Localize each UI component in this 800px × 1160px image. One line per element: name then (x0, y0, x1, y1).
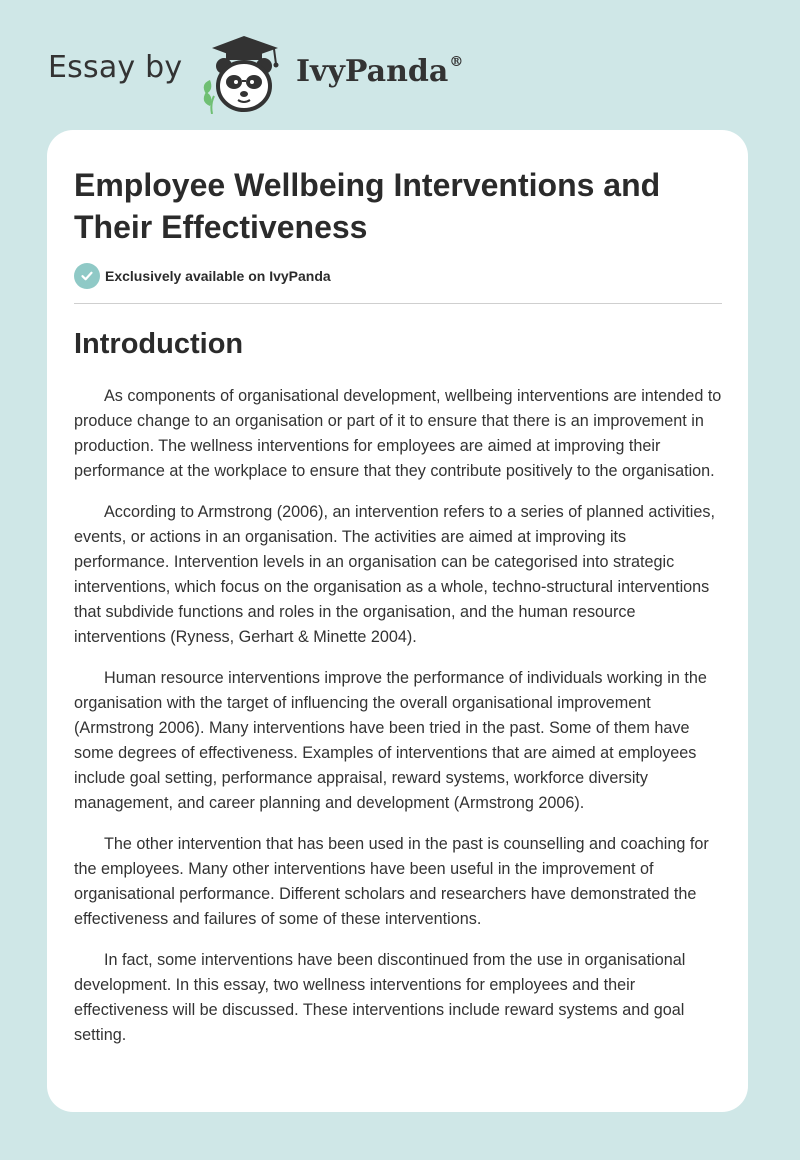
brand-name (296, 54, 463, 89)
essay-body (74, 384, 726, 1064)
exclusive-badge-text: Exclusively available on IvyPanda (105, 268, 331, 284)
essay-by-label: Essay by (48, 50, 183, 85)
registered-mark: ® (449, 54, 464, 70)
section-heading: Introduction (74, 328, 244, 360)
site-header (48, 34, 468, 114)
paragraph: As components of organisational development, wellbeing interventions are intended to produce change to an organisation or part of it to ensure that there is an improvement in production. The wellness interventions for employees are aimed at improving their performance at the workplace to ensure that they contribute positively to the organisation. (74, 387, 722, 480)
paragraph: According to Armstrong (2006), an intervention refers to a series of planned activities, events, or actions in an organisation. The activities are aimed at improving its performance. Intervention levels in an organisation can be categorised into strategic interventions, which focus on the organisation as a whole, techno-structural interventions that subdivide functions and roles in the organisation, and the human resource interventions (Ryness, Gerhart & Minette 2004). (74, 503, 715, 646)
brand-label: IvyPanda (296, 54, 449, 89)
check-circle-icon (74, 263, 100, 289)
title-divider (74, 303, 722, 304)
exclusive-badge (74, 263, 331, 289)
paragraph: In fact, some interventions have been discontinued from the use in organisational development. In this essay, two wellness interventions for employees and their effectiveness will be discussed. These interventions include reward systems and goal setting. (74, 951, 686, 1044)
paragraph: The other intervention that has been used in the past is counselling and coaching for the employees. Many other interventions have been useful in the improvement of organisational performance. Different scholars and researchers have demonstrated the effectiveness and failures of some of these interventions. (74, 835, 709, 928)
essay-title: Employee Wellbeing Interventions and Their Effectiveness (74, 167, 661, 245)
paragraph: Human resource interventions improve the performance of individuals working in the organisation with the target of influencing the overall organisational improvement (Armstrong 2006). Many interventions have been tried in the past. Some of them have some degrees of effectiveness. Examples of interventions that are aimed at employees include goal setting, performance appraisal, reward systems, workforce diversity management, and career planning and development (Armstrong 2006). (74, 669, 707, 812)
essay-card (47, 130, 748, 1112)
panda-graduation-logo-icon (198, 34, 290, 114)
